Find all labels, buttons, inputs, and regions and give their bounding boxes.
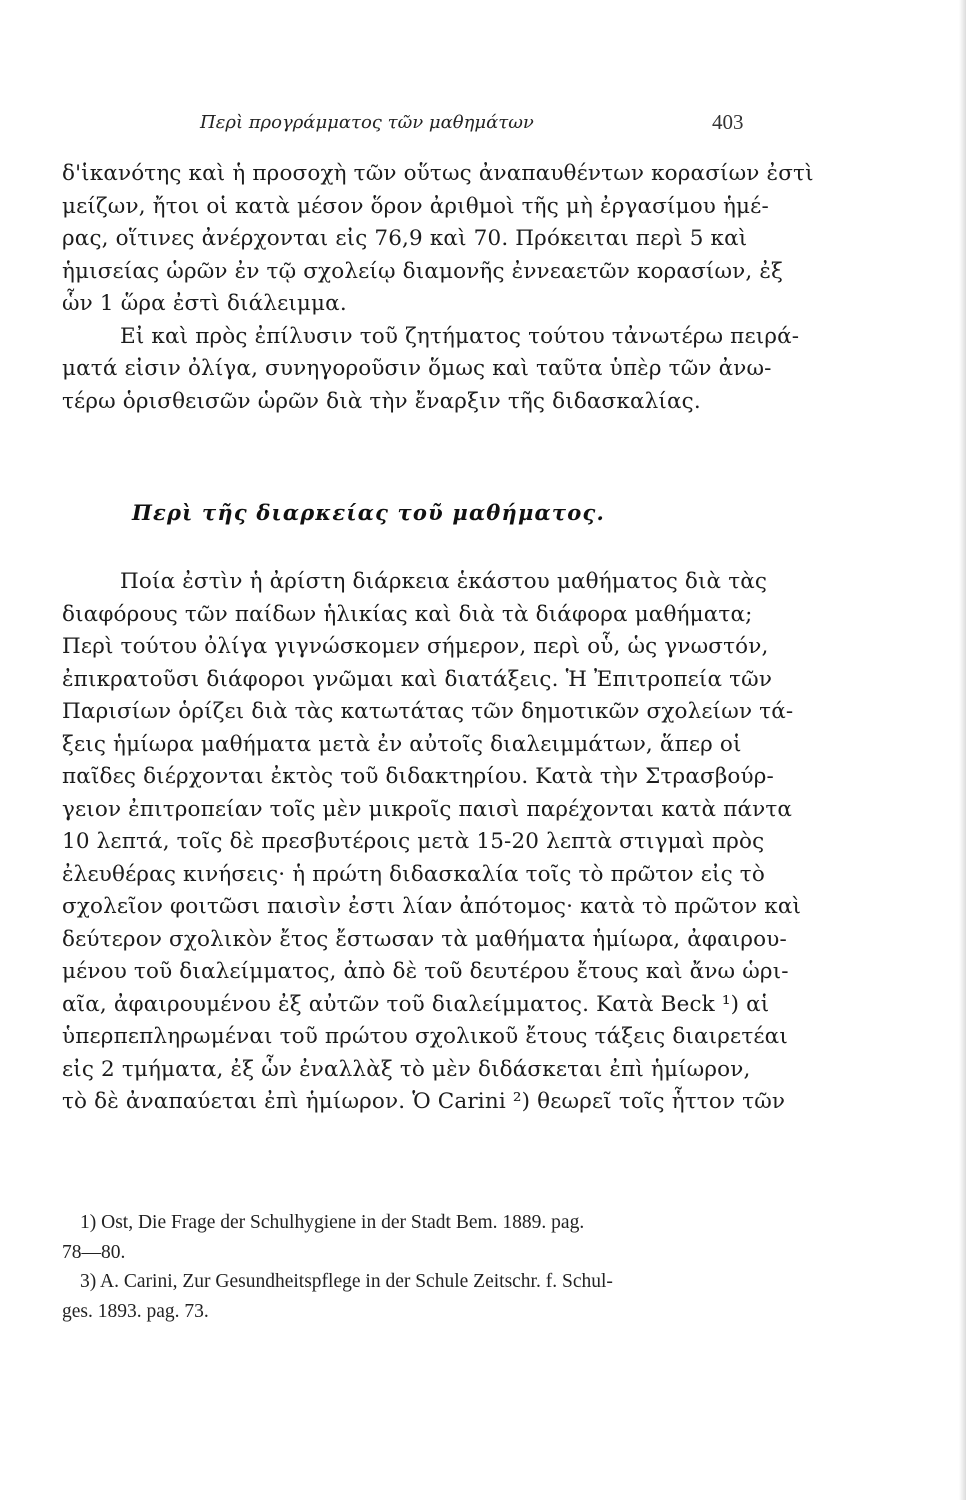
text-line: ἐπικρατοῦσι διάφοροι γνῶμαι καὶ διατάξεις. Ἡ Ἐπιτροπεία τῶν — [62, 666, 773, 692]
footnotes — [62, 1208, 772, 1326]
text-line: εἰς 2 τμήματα, ἐξ ὧν ἐναλλὰξ τὸ μὲν διδάσκεται ἐπὶ ἡμίωρον, — [62, 1056, 751, 1082]
text-line: Παρισίων ὁρίζει διὰ τὰς κατωτάτας τῶν δημοτικῶν σχολείων τά- — [62, 699, 794, 724]
text-line: μείζων, ἤτοι οἱ κατὰ μέσον ὅρον ἀριθμοὶ τῆς μὴ ἐργασίμου ἡμέ- — [62, 193, 769, 219]
text-line: ρας, οἵτινες ἀνέρχονται εἰς 76,9 καὶ 70. Πρόκειται περὶ 5 καὶ — [62, 226, 748, 251]
text-line: ξεις ἡμίωρα μαθήματα μετὰ ἐν αὐτοῖς διαλειμμάτων, ἅπερ οἱ — [62, 731, 742, 757]
text-line: Περὶ τούτου ὀλίγα γιγνώσκομεν σήμερον, περὶ οὗ, ὡς γνωστόν, — [62, 634, 769, 659]
text-line: Εἰ καὶ πρὸς ἐπίλυσιν τοῦ ζητήματος τούτου τἀνωτέρω πειρά- — [120, 323, 800, 349]
text-line: ὑπερπεπληρωμέναι τοῦ πρώτου σχολικοῦ ἔτους τάξεις διαιρετέαι — [62, 1024, 788, 1049]
text-line: ὧν 1 ὥρα ἐστὶ διάλειμμα. — [62, 291, 347, 316]
text-line: παῖδες διέρχονται ἐκτὸς τοῦ διδακτηρίου. Κατὰ τὴν Στρασβούρ- — [62, 764, 774, 789]
text-line: ἐλευθέρας κινήσεις· ἡ πρώτη διδασκαλία τοῖς τὸ πρῶτον εἰς τὸ — [62, 861, 765, 887]
text-line: ματά εἰσιν ὀλίγα, συνηγοροῦσιν ὅμως καὶ ταῦτα ὑπὲρ τῶν ἀνω- — [62, 356, 772, 381]
text-line: σχολεῖον φοιτῶσι παισὶν ἐστι λίαν ἀπότομος· κατὰ τὸ πρῶτον καὶ — [62, 894, 802, 919]
text-line: ἡμισείας ὡρῶν ἐν τῷ σχολείῳ διαμονῆς ἐννεαετῶν κορασίων, ἐξ — [62, 258, 784, 284]
section-heading: Περὶ τῆς διαρκείας τοῦ μαθήματος. — [132, 500, 605, 525]
text-line: δεύτερον σχολικὸν ἔτος ἔστωσαν τὰ μαθήματα ἡμίωρα, ἀφαιρου- — [62, 926, 787, 952]
text-line: τὸ δὲ ἀναπαύεται ἐπὶ ἡμίωρον. Ὁ Carini ²) θεωρεῖ τοῖς ἧττον τῶν — [62, 1089, 786, 1114]
page-number: 403 — [712, 110, 744, 134]
running-title: Περὶ προγράμματος τῶν μαθημάτων — [200, 112, 534, 133]
text-line: δ'ἱκανότης καὶ ἡ προσοχὴ τῶν οὕτως ἀναπαυθέντων κορασίων ἐστὶ — [62, 161, 814, 186]
paragraph-2 — [62, 566, 802, 1119]
text-line: διαφόρους τῶν παίδων ἡλικίας καὶ διὰ τὰ διάφορα μαθήματα; — [62, 601, 753, 627]
text-line: γειον ἐπιτροπείαν τοῖς μὲν μικροῖς παισὶ παρέχονται κατὰ πάντα — [62, 796, 793, 822]
text-line: τέρω ὁρισθεισῶν ὡρῶν διὰ τὴν ἔναρξιν τῆς διδασκαλίας. — [62, 388, 701, 414]
text-line: αῖα, ἀφαιρουμένου ἐξ αὐτῶν τοῦ διαλείμματος. Κατὰ Beck ¹) αἱ — [62, 991, 770, 1017]
paragraph-1 — [62, 158, 814, 418]
text-line: 10 λεπτά, τοῖς δὲ πρεσβυτέροις μετὰ 15-20 λεπτὰ στιγμαὶ πρὸς — [62, 829, 765, 854]
footnote-line: ges. 1893. pag. 73. — [62, 1300, 209, 1322]
text-line: Ποία ἐστὶν ἡ ἀρίστη διάρκεια ἑκάστου μαθήματος διὰ τὰς — [120, 569, 768, 594]
footnote-line: 3) A. Carini, Zur Gesundheitspflege in der Schule Zeitschr. f. Schul- — [80, 1271, 613, 1292]
page-edge-shadow — [959, 0, 966, 1500]
footnote-line: 78—80. — [62, 1241, 126, 1263]
footnote-line: 1) Ost, Die Frage der Schulhygiene in der Stadt Bem. 1889. pag. — [80, 1212, 585, 1233]
text-line: μένου τοῦ διαλείμματος, ἀπὸ δὲ τοῦ δευτέρου ἔτους καὶ ἄνω ὡρι- — [62, 959, 789, 984]
